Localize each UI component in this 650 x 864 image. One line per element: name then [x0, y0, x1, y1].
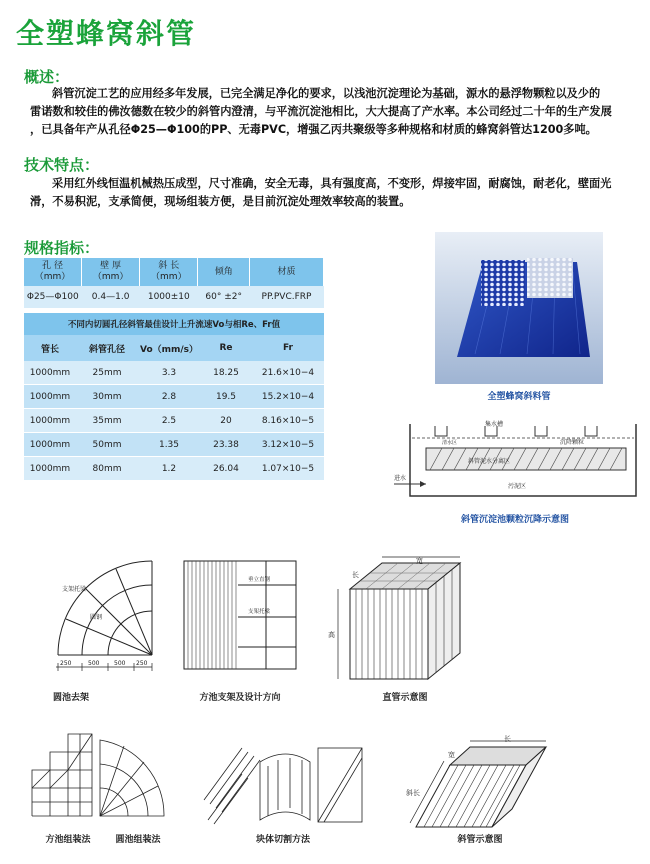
- dim-label: 250: [136, 660, 148, 667]
- table-header-cell: 倾角: [198, 258, 250, 286]
- label-length: 长: [504, 735, 511, 743]
- label-width: 宽: [448, 751, 455, 759]
- square-assembly-caption: 方池组装法: [45, 835, 91, 845]
- table-cell: 1000mm: [24, 433, 76, 457]
- sedimentation-caption: 斜管沉淀池颗粒沉降示意图: [460, 515, 569, 525]
- label-support-beam: 支架托梁: [248, 609, 271, 615]
- table-cell: 18.25: [200, 361, 252, 385]
- label-sludge-zone: 污泥区: [508, 483, 527, 490]
- table-header-cell: 材质: [250, 258, 324, 286]
- table-cell: 35mm: [76, 409, 138, 433]
- table-cell: 3.12×10−5: [252, 433, 324, 457]
- table-row: [24, 409, 324, 433]
- table-cell: 25mm: [76, 361, 138, 385]
- label-inlet: 进水: [394, 475, 407, 482]
- straight-tube-caption: 直管示意图: [382, 693, 428, 703]
- table-cell: 1000mm: [24, 457, 76, 481]
- table-header-cell: 斜管孔径: [76, 335, 138, 361]
- straight-tube-diagram: [320, 555, 470, 685]
- sedimentation-diagram: [390, 416, 640, 508]
- table-cell: 60° ±2°: [198, 286, 250, 308]
- table-header-cell: 壁 厚 （mm）: [82, 258, 140, 286]
- table-cell: 20: [200, 409, 252, 433]
- table-row: [24, 433, 324, 457]
- table-header-row: [24, 335, 324, 361]
- inclined-tube-caption: 斜管示意图: [457, 835, 503, 845]
- inclined-tube-diagram: [400, 735, 550, 830]
- table-cell: 1000mm: [24, 409, 76, 433]
- round-frame-caption: 圆池去架: [53, 693, 90, 703]
- overview-line-2: 雷诺数和较佳的佛汝德数在较少的斜管内澄清，与平流沉淀池相比，大大提高了产水率。本公司经过二十年的生产发展: [30, 105, 612, 118]
- label-round-steel: 圆钢: [90, 614, 103, 621]
- table-header-cell: 孔 径 （mm）: [24, 258, 82, 286]
- table-row: [24, 385, 324, 409]
- spec-table-basic: [24, 258, 324, 308]
- table-cell: 50mm: [76, 433, 138, 457]
- table-cell: 1.2: [138, 457, 200, 481]
- table-cell: 21.6×10−4: [252, 361, 324, 385]
- cutting-diagram: [198, 740, 368, 825]
- features-heading: 技术特点：: [24, 156, 100, 174]
- label-length: 长: [352, 571, 359, 579]
- round-frame-diagram: [52, 555, 172, 675]
- page-title: 全塑蜂窝斜管: [16, 17, 197, 50]
- table-cell: 0.4—1.0: [82, 286, 140, 308]
- table-header-cell: Vo（mm/s）: [138, 335, 200, 361]
- overview-line-1: 斜管沉淀工艺的应用经多年发展，已完全满足净化的要求，以浅池沉淀理论为基础，源水的悬浮物颗粒以及少的: [52, 87, 601, 100]
- table-cell: 1.07×10−5: [252, 457, 324, 481]
- features-line-1: 采用红外线恒温机械热压成型，尺寸准确，安全无毒，具有强度高，不变形，焊接牢固，耐腐蚀，耐老化，壁面光: [52, 177, 612, 190]
- table-cell: 23.38: [200, 433, 252, 457]
- spec-table-design: [24, 313, 324, 481]
- square-frame-caption: 方池支架及设计方向: [199, 693, 281, 703]
- label-height: 高: [328, 631, 335, 639]
- table-cell: 1000mm: [24, 385, 76, 409]
- label-vertical-steel: 垂立直钢: [248, 577, 271, 583]
- table-cell: 8.16×10−5: [252, 409, 324, 433]
- table-cell: 80mm: [76, 457, 138, 481]
- cutting-caption: 块体切割方法: [255, 835, 310, 845]
- table-caption-row: [24, 313, 324, 335]
- label-width: 宽: [416, 557, 423, 565]
- label-settling-particles: 沉降颗粒: [560, 439, 585, 446]
- table-cell: 19.5: [200, 385, 252, 409]
- table-header-cell: 斜 长 （mm）: [140, 258, 198, 286]
- table-row: [24, 286, 324, 308]
- table-cell: 2.8: [138, 385, 200, 409]
- dim-label: 500: [88, 660, 100, 667]
- round-assembly-caption: 圆池组装法: [115, 835, 161, 845]
- label-separation-zone: 斜管泥水分离区: [468, 458, 511, 465]
- table-header-cell: Re: [200, 335, 252, 361]
- assembly-diagram: [28, 730, 168, 820]
- overview-heading: 概述：: [24, 68, 70, 86]
- table-header-cell: 管长: [24, 335, 76, 361]
- table-row: [24, 457, 324, 481]
- table-cell: 1.35: [138, 433, 200, 457]
- table-cell: 1000±10: [140, 286, 198, 308]
- table-cell: 2.5: [138, 409, 200, 433]
- table-caption: 不同内切圆孔径斜管最佳设计上升流速Vo与相Re、Fr值: [24, 313, 324, 335]
- table-cell: 30mm: [76, 385, 138, 409]
- label-clear-zone: 清水区: [442, 440, 458, 446]
- dim-label: 250: [60, 660, 72, 667]
- table-cell: 1000mm: [24, 361, 76, 385]
- table-row: [24, 361, 324, 385]
- table-cell: 3.3: [138, 361, 200, 385]
- overview-line-3: ，已具备年产从孔径Φ25—Φ100的PP、无毒PVC，增强乙丙共聚级等多种规格和材质的蜂窝斜管达1200多吨。: [30, 123, 597, 136]
- product-photo: [435, 232, 603, 384]
- spec-heading: 规格指标：: [24, 239, 100, 257]
- photo-caption: 全塑蜂窝斜料管: [487, 392, 551, 402]
- table-cell: 26.04: [200, 457, 252, 481]
- table-cell: PP.PVC.FRP: [250, 286, 324, 308]
- label-slant-length: 斜长: [406, 789, 420, 797]
- table-header-cell: Fr: [252, 335, 324, 361]
- table-header-row: [24, 258, 324, 286]
- features-line-2: 滑，不易积泥，支承简便，现场组装方便，是目前沉淀处理效率较高的装置。: [30, 195, 411, 208]
- square-frame-diagram: [180, 555, 300, 675]
- table-cell: Φ25—Φ100: [24, 286, 82, 308]
- dim-label: 500: [114, 660, 126, 667]
- features-text: [30, 175, 640, 211]
- overview-text: [30, 85, 640, 139]
- label-support-beam: 支架托梁: [62, 586, 87, 593]
- table-cell: 15.2×10−4: [252, 385, 324, 409]
- label-collect-trough: 集水槽: [485, 421, 504, 428]
